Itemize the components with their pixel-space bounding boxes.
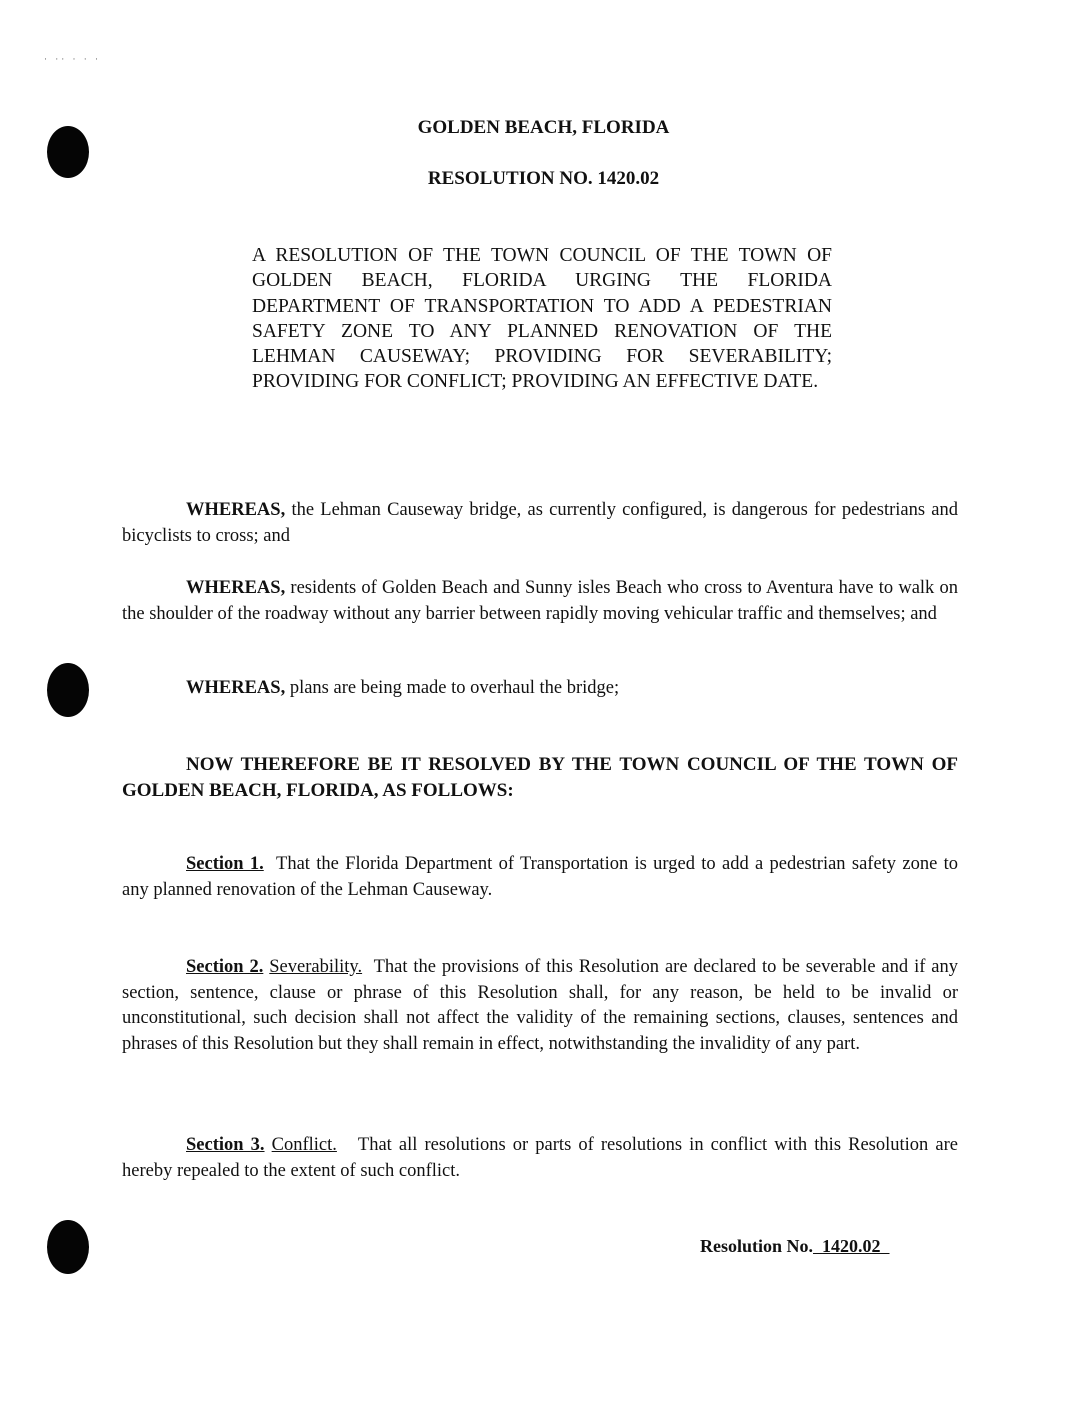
whereas-text: residents of Golden Beach and Sunny isles Beach who cross to Aventura have to walk on the shoulder of the roadway without any barrier between rapidly moving vehicular traffic and themselves; and	[122, 578, 958, 624]
section-heading: Severability.	[269, 957, 363, 977]
whereas-lead: WHEREAS,	[186, 578, 286, 598]
whereas-clause-2	[122, 576, 958, 627]
whereas-clause-3	[122, 676, 958, 702]
punch-hole-bottom	[47, 1220, 89, 1274]
section-text: That all resolutions or parts of resolutions in conflict with this Resolution are hereby repealed to the extent of such conflict.	[122, 1135, 963, 1181]
footer-resolution-number	[700, 1236, 890, 1257]
section-label: Section 3.	[186, 1135, 265, 1155]
section-text: That the provisions of this Resolution are declared to be severable and if any section, sentence, clause or phrase of this Resolution shall, for any reason, be held to be invalid or unconstitutional, such decision shall not affect the validity of the remaining sections, clauses, sentences and phrases of this Resolution but they shall remain in effect, notwithstanding the invalidity of any part.	[122, 957, 963, 1054]
whereas-text: plans are being made to overhaul the bridge;	[285, 678, 620, 698]
scan-specks: · ·· · · ·	[44, 54, 101, 64]
section-3	[122, 1133, 963, 1184]
section-1	[122, 852, 963, 903]
resolved-clause	[122, 752, 958, 803]
resolution-title: RESOLUTION NO. 1420.02	[427, 168, 660, 189]
section-text: That the Florida Department of Transportation is urged to add a pedestrian safety zone to any planned renovation of the Lehman Causeway.	[122, 854, 963, 900]
footer-number: 1420.02	[822, 1236, 881, 1256]
whereas-lead: WHEREAS,	[186, 678, 286, 698]
resolution-abstract: A RESOLUTION OF THE TOWN COUNCIL OF THE TOWN OF GOLDEN BEACH, FLORIDA URGING THE FLORIDA DEPARTMENT OF TRANSPORTATION TO ADD A PEDESTRIAN SAFETY ZONE TO ANY PLANNED RENOVATION OF THE LEHMAN CAUSEWAY; PROVIDING FOR SEVERABILITY; PROVIDING FOR CONFLICT; PROVIDING AN EFFECTIVE DATE.	[252, 245, 832, 393]
section-2	[122, 955, 963, 1057]
whereas-clause-1	[122, 498, 958, 549]
punch-hole-middle	[47, 663, 89, 717]
footer-label: Resolution No.	[700, 1236, 814, 1256]
section-label: Section 1.	[186, 854, 264, 874]
section-heading: Conflict.	[271, 1135, 337, 1155]
whereas-lead: WHEREAS,	[186, 500, 286, 520]
resolved-text: NOW THEREFORE BE IT RESOLVED BY THE TOWN COUNCIL OF THE TOWN OF GOLDEN BEACH, FLORIDA, AS FOLLOWS:	[122, 754, 958, 801]
municipality-heading: GOLDEN BEACH, FLORIDA	[417, 117, 670, 138]
whereas-text: the Lehman Causeway bridge, as currently configured, is dangerous for pedestrians and bicyclists to cross; and	[122, 500, 958, 546]
section-label: Section 2.	[186, 957, 264, 977]
